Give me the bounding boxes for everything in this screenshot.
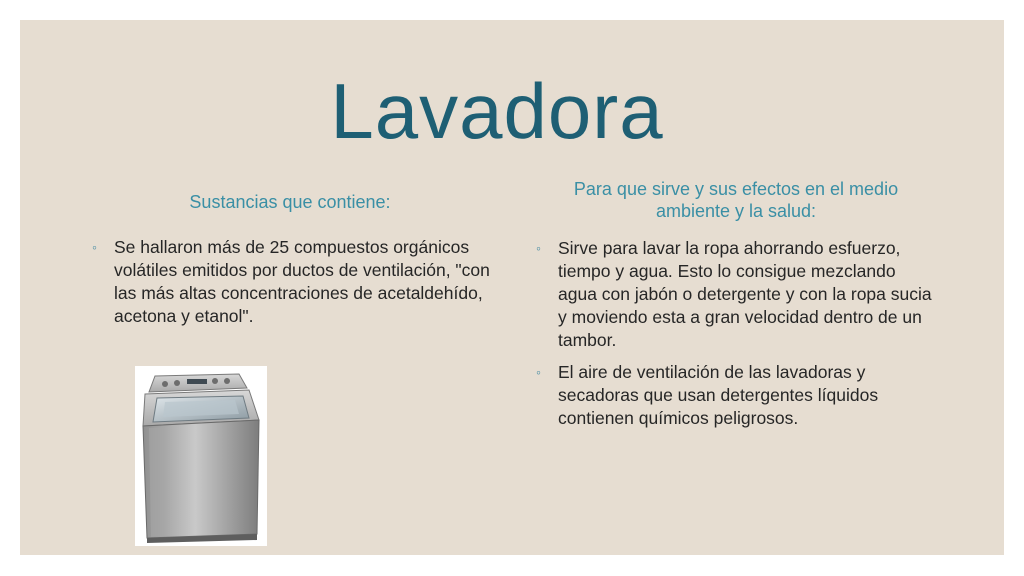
bullet-text: El aire de ventilación de las lavadoras y secadoras que usan detergentes líquidos contienen químicos peligrosos. xyxy=(558,362,879,428)
list-item xyxy=(536,237,936,352)
bullet-icon: ◦ xyxy=(92,239,97,255)
list-item xyxy=(92,236,492,328)
washing-machine-icon xyxy=(135,366,267,546)
left-bullet-list xyxy=(92,236,492,337)
right-column-heading: Para que sirve y sus efectos en el medio ambiente y la salud: xyxy=(573,179,899,221)
washing-machine-image xyxy=(135,366,267,546)
right-bullet-list xyxy=(536,237,936,439)
slide-title: Lavadora xyxy=(330,67,664,155)
bullet-icon: ◦ xyxy=(536,364,541,380)
list-item xyxy=(536,361,936,430)
bullet-text: Se hallaron más de 25 compuestos orgánicos volátiles emitidos por ductos de ventilación, "con las más altas concentraciones de acetaldehído, acetona y etanol". xyxy=(114,237,490,326)
left-column-heading: Sustancias que contiene: xyxy=(189,192,391,212)
bullet-text: Sirve para lavar la ropa ahorrando esfuerzo, tiempo y agua. Esto lo consigue mezclando agua con jabón o detergente y con la ropa sucia y moviendo esta a gran velocidad dentro de un tambor. xyxy=(558,238,932,350)
bullet-icon: ◦ xyxy=(536,240,541,256)
